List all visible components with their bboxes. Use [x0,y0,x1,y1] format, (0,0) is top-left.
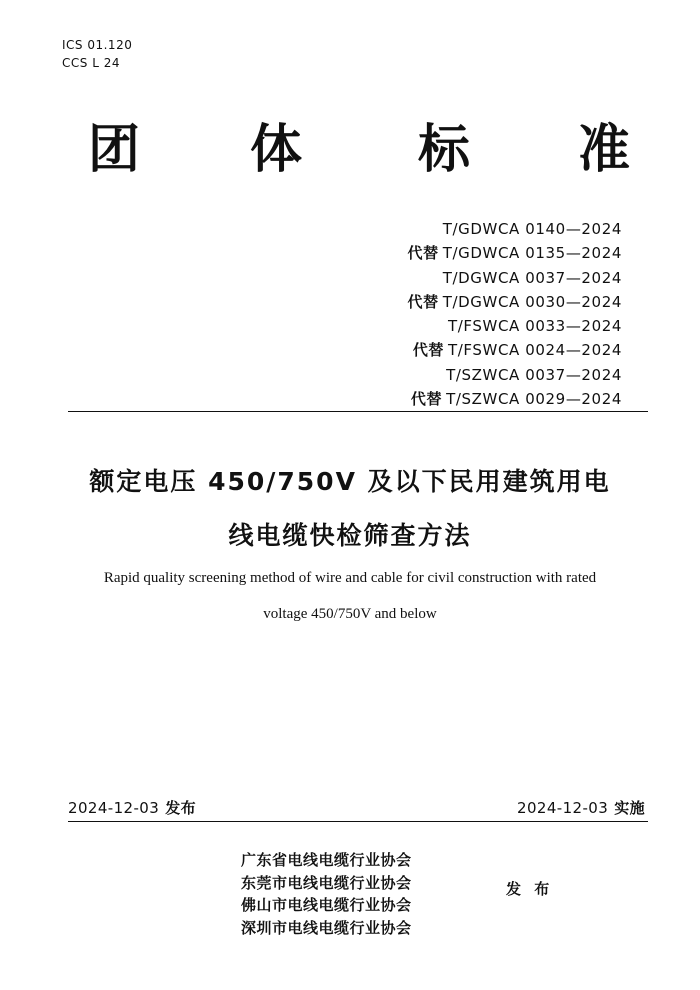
standard-number-row [408,290,622,314]
standard-number-row [408,266,622,290]
standard-code: T/GDWCA 0135—2024 [442,244,622,263]
issuer-name: 佛山市电线电缆行业协会 [241,896,412,914]
standard-code: T/DGWCA 0037—2024 [442,268,622,287]
standard-number-list [408,217,622,411]
issuer-list [241,849,412,939]
standard-number-row [408,387,622,411]
doc-type-char: 团 [88,120,141,180]
ics-code: ICS 01.120 [62,38,133,52]
english-title-line-2: voltage 450/750V and below [263,606,437,622]
standard-number-row [408,217,622,241]
implement-date-value: 2024-12-03 [517,799,609,817]
issue-label: 发 布 [506,880,554,898]
english-title-line-1: Rapid quality screening method of wire and cable for civil construction with rated [103,570,597,586]
top-divider [68,411,648,412]
publish-date-value: 2024-12-03 [68,799,160,817]
publish-label: 发布 [165,799,196,817]
chinese-title-line-2: 线电缆快检筛查方法 [228,521,472,550]
implement-date [517,797,645,818]
replace-label: 代替 [407,244,439,263]
replace-label: 代替 [412,341,445,360]
standard-code: T/SZWCA 0037—2024 [446,365,622,384]
doc-type-char: 体 [250,120,303,180]
doc-type-char: 准 [578,120,631,180]
bottom-divider [68,821,648,822]
replace-label: 代替 [410,390,443,409]
issuer-name: 广东省电线电缆行业协会 [241,851,412,869]
issuer-name: 深圳市电线电缆行业协会 [241,918,412,937]
ccs-code: CCS L 24 [62,56,120,70]
standard-code: T/FSWCA 0024—2024 [448,341,622,360]
standard-code: T/GDWCA 0140—2024 [442,220,622,238]
issuer-name: 东莞市电线电缆行业协会 [241,873,412,892]
implement-label: 实施 [614,799,645,817]
chinese-title-line-1: 额定电压 450/750V 及以下民用建筑用电 [89,467,611,496]
replace-label: 代替 [407,292,439,311]
standard-number-row [408,314,622,338]
standard-code: T/FSWCA 0033—2024 [448,317,622,336]
doc-type-char: 标 [418,120,471,180]
publish-date [68,797,196,818]
standard-code: T/SZWCA 0029—2024 [446,390,622,409]
standard-number-row [408,363,622,387]
standard-number-row [408,241,622,265]
standard-code: T/DGWCA 0030—2024 [442,292,622,311]
standard-number-row [408,338,622,362]
